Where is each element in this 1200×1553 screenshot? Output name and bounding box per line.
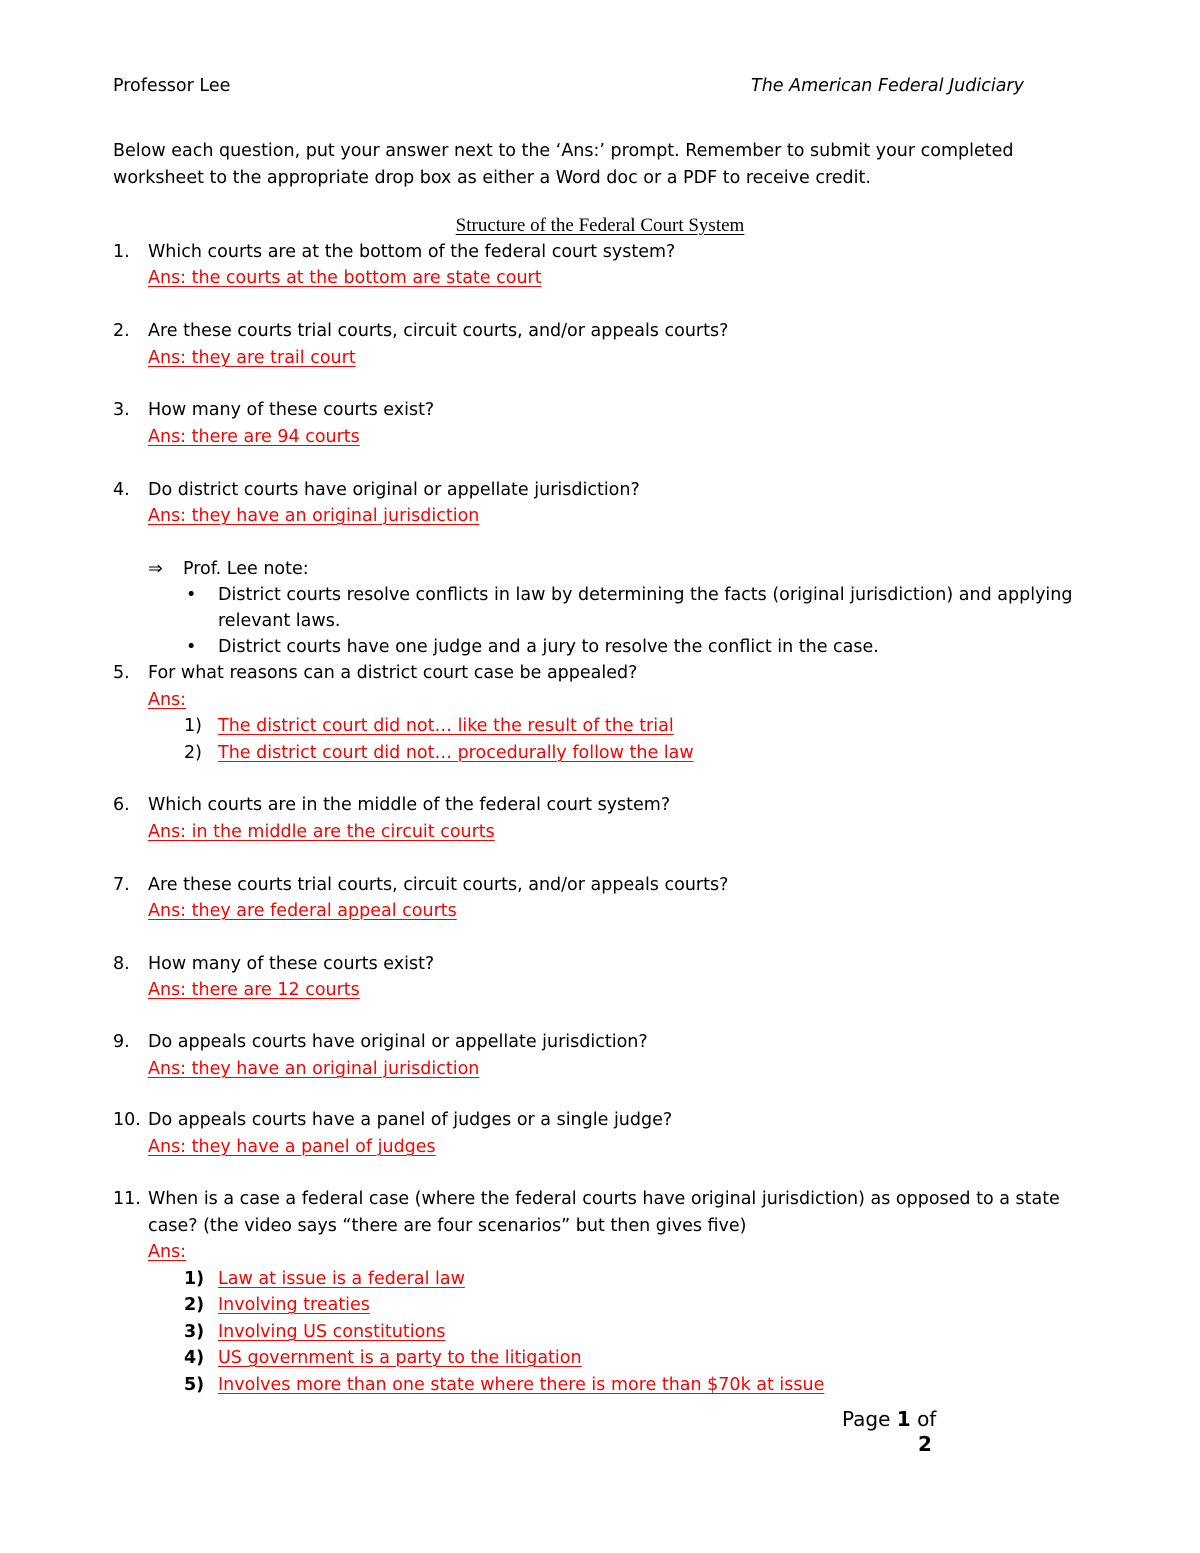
question-number: 4. (113, 480, 130, 500)
question-text: Do appeals courts have a panel of judges or a single judge? (148, 1110, 673, 1130)
answer-text: Ans: they are trail court (148, 348, 356, 368)
intro-line-2: worksheet to the appropriate drop box as either a Word doc or a PDF to receive credit. (113, 168, 871, 188)
question-text: How many of these courts exist? (148, 954, 435, 974)
list-number: 2) (184, 1295, 205, 1315)
note-title: Prof. Lee note: (183, 559, 309, 579)
question-number: 9. (113, 1032, 130, 1052)
list-number: 5) (184, 1375, 205, 1395)
question-text-continued: case? (the video says “there are four scenarios” but then gives five) (148, 1216, 747, 1236)
answer-list-item: Involving treaties (218, 1295, 370, 1315)
question-text: Are these courts trial courts, circuit courts, and/or appeals courts? (148, 875, 729, 895)
question-text: Do appeals courts have original or appellate jurisdiction? (148, 1032, 648, 1052)
question-text: Which courts are in the middle of the federal court system? (148, 795, 671, 815)
list-number: 2) (184, 743, 202, 763)
header-course-title: The American Federal Judiciary (751, 76, 1024, 96)
question-number: 11. (113, 1189, 141, 1209)
question-text: For what reasons can a district court case be appealed? (148, 663, 638, 683)
question-number: 1. (113, 242, 130, 262)
list-number: 1) (184, 716, 202, 736)
answer-text: Ans: they have an original jurisdiction (148, 1059, 480, 1079)
answer-list-item: Law at issue is a federal law (218, 1269, 465, 1289)
intro-line-1: Below each question, put your answer next to the ‘Ans:’ prompt. Remember to submit your completed (113, 141, 1014, 161)
header-author: Professor Lee (113, 76, 231, 96)
answer-text: Ans: they have an original jurisdiction (148, 506, 480, 526)
arrow-icon: ⇒ (148, 559, 163, 579)
answer-text: Ans: there are 94 courts (148, 427, 360, 447)
current-page: 1 (896, 1407, 911, 1431)
answer-list-item: Involving US constitutions (218, 1322, 446, 1342)
of-word: of (917, 1407, 937, 1431)
answer-list-item: The district court did not… procedurally follow the law (218, 743, 694, 763)
answer-text: Ans: they are federal appeal courts (148, 901, 457, 921)
question-text: When is a case a federal case (where the federal courts have original jurisdiction) as opposed to a state (148, 1189, 1060, 1209)
question-text: How many of these courts exist? (148, 400, 435, 420)
answer-text: Ans: there are 12 courts (148, 980, 360, 1000)
list-number: 1) (184, 1269, 205, 1289)
question-number: 8. (113, 954, 130, 974)
question-text: Are these courts trial courts, circuit courts, and/or appeals courts? (148, 321, 729, 341)
question-number: 10. (113, 1110, 141, 1130)
question-number: 7. (113, 875, 130, 895)
answer-list-item: US government is a party to the litigation (218, 1348, 582, 1368)
answer-text: Ans: the courts at the bottom are state court (148, 268, 542, 288)
note-bullet-1-line-2: relevant laws. (218, 611, 341, 631)
answer-text: Ans: (148, 1242, 187, 1262)
question-number: 3. (113, 400, 130, 420)
list-number: 3) (184, 1322, 205, 1342)
answer-list-item: The district court did not… like the result of the trial (218, 716, 674, 736)
answer-text: Ans: (148, 690, 187, 710)
page-word: Page (842, 1407, 891, 1431)
answer-text: Ans: in the middle are the circuit courts (148, 822, 495, 842)
note-bullet-1-line-1: District courts resolve conflicts in law by determining the facts (original jurisdiction) and applying (218, 585, 1073, 605)
question-number: 2. (113, 321, 130, 341)
question-text: Which courts are at the bottom of the federal court system? (148, 242, 676, 262)
question-number: 6. (113, 795, 130, 815)
page-number (842, 1406, 936, 1432)
list-number: 4) (184, 1348, 205, 1368)
note-bullet-2: District courts have one judge and a jury to resolve the conflict in the case. (218, 637, 879, 657)
answer-list-item: Involves more than one state where there is more than $70k at issue (218, 1375, 825, 1395)
section-title: Structure of the Federal Court System (455, 215, 745, 236)
bullet-icon: • (186, 637, 197, 657)
question-text: Do district courts have original or appellate jurisdiction? (148, 480, 640, 500)
question-number: 5. (113, 663, 130, 683)
bullet-icon: • (186, 585, 197, 605)
answer-text: Ans: they have a panel of judges (148, 1137, 436, 1157)
total-pages: 2 (918, 1432, 932, 1456)
